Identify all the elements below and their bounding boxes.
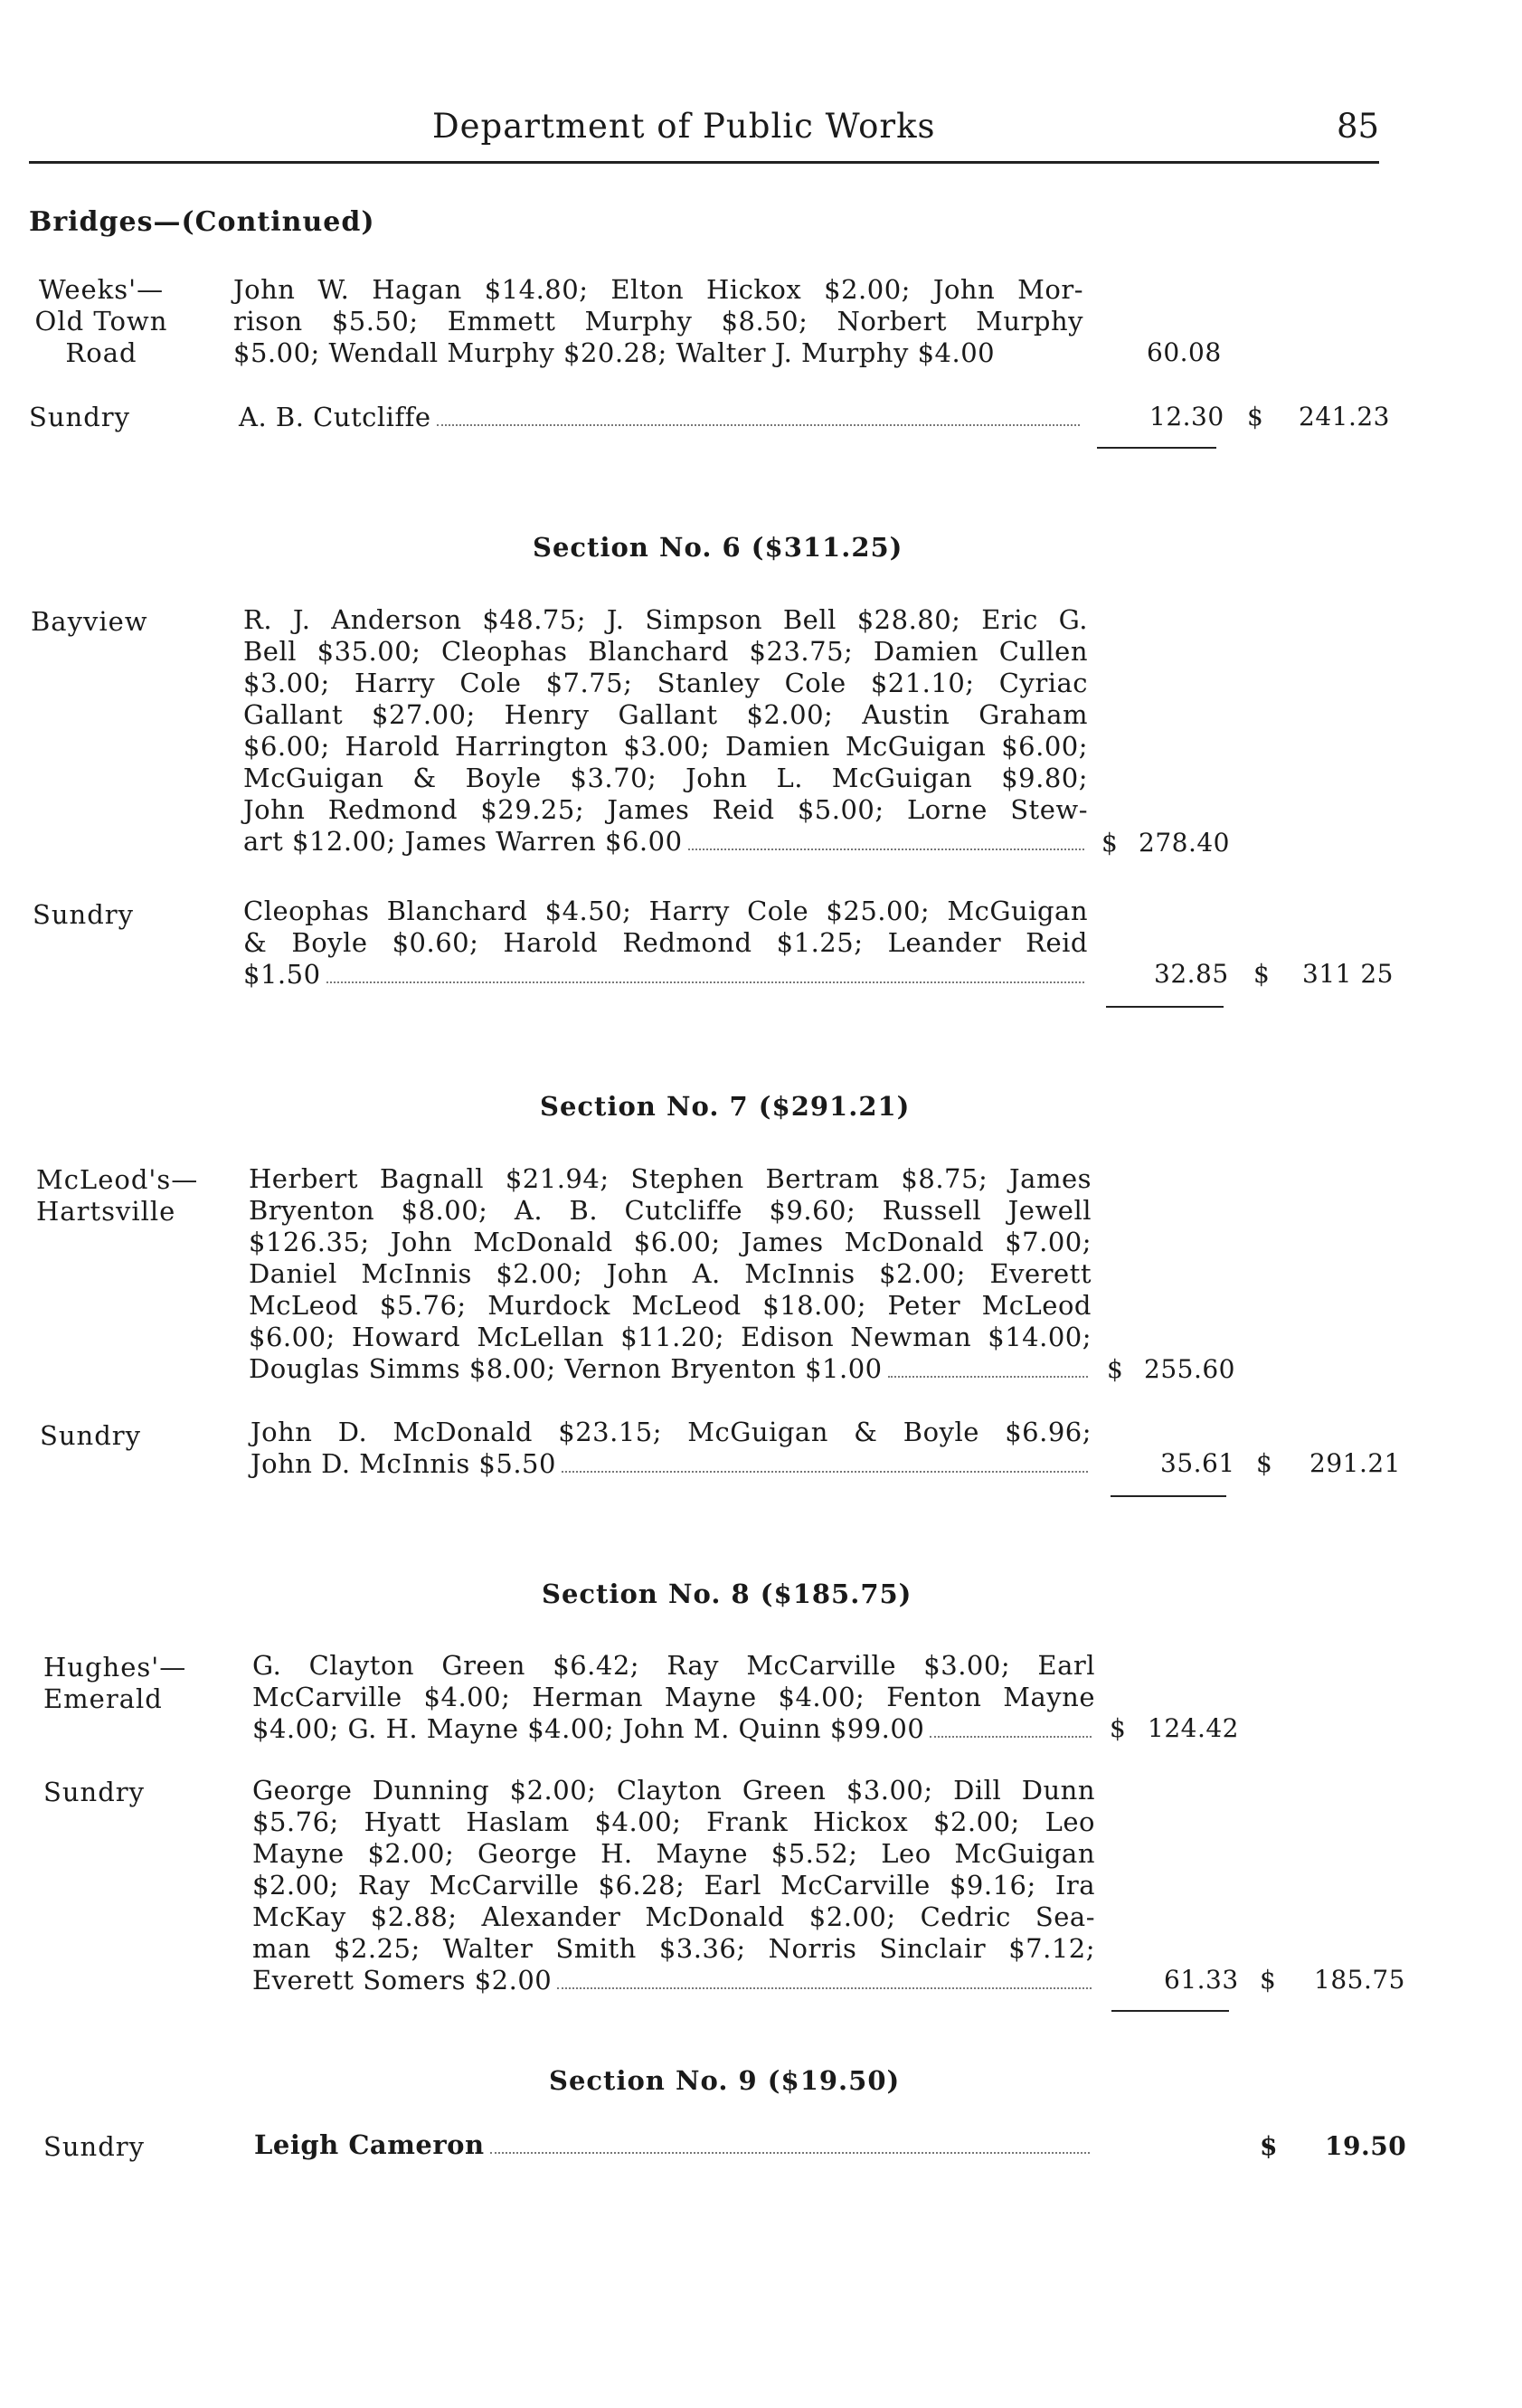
entry-line <box>249 1353 1092 1385</box>
entry-line: Cleophas Blanchard $4.50; Harry Cole $25.00; McGuigan <box>243 896 1088 926</box>
location-label <box>36 1164 198 1228</box>
dollar-sign: $ <box>1260 2131 1278 2161</box>
entry-line-text: $5.00; Wendall Murphy $20.28; Walter J. Murphy $4.00 <box>233 337 996 368</box>
entry-line: McGuigan & Boyle $3.70; John L. McGuigan $9.80; <box>243 763 1088 793</box>
entry-text <box>239 402 1083 433</box>
entry-line: $2.00; Ray McCarville $6.28; Earl McCarville $9.16; Ira <box>252 1870 1095 1901</box>
entry-line: R. J. Anderson $48.75; J. Simpson Bell $28.80; Eric G. <box>243 604 1088 635</box>
entry-text <box>233 274 1083 369</box>
location-label: Bayview <box>31 606 148 637</box>
entry-line: John Redmond $29.25; James Reid $5.00; Lorne Stew- <box>243 794 1088 825</box>
dollar-sign: $ <box>1107 1354 1123 1384</box>
location-line: McLeod's— <box>36 1164 199 1195</box>
dot-leader <box>888 1375 1088 1378</box>
entry-line: Gallant $27.00; Henry Gallant $2.00; Austin Graham <box>243 699 1088 730</box>
dot-leader <box>562 1470 1088 1473</box>
subtotal-amount: 32.85 <box>1154 959 1229 989</box>
location-label <box>29 274 174 369</box>
entry-line <box>252 1965 1095 1996</box>
location-line: Old Town <box>34 306 168 337</box>
location-label: Sundry <box>29 402 131 432</box>
subtotal-amount: 255.60 <box>1144 1354 1235 1384</box>
entry-text <box>252 1650 1095 1745</box>
location-label: Sundry <box>43 1777 146 1807</box>
dot-leader <box>688 848 1084 850</box>
entry-line: John D. McDonald $23.15; McGuigan & Boyle $6.96; <box>251 1417 1092 1447</box>
entry-line: man $2.25; Walter Smith $3.36; Norris Sinclair $7.12; <box>252 1933 1095 1964</box>
total-rule <box>1111 1495 1226 1497</box>
subtotal-amount: 12.30 <box>1149 402 1224 431</box>
entry-text <box>251 1417 1092 1480</box>
entry-line-text: art $12.00; James Warren $6.00 <box>243 826 683 857</box>
dollar-sign: $ <box>1110 1713 1126 1743</box>
section-heading: Section No. 7 ($291.21) <box>540 1091 911 1122</box>
dollar-sign: $ <box>1101 828 1118 858</box>
entry-line: McCarville $4.00; Herman Mayne $4.00; Fenton Mayne <box>252 1682 1095 1712</box>
entry-line: McLeod $5.76; Murdock McLeod $18.00; Peter McLeod <box>249 1290 1092 1321</box>
entry-line: rison $5.50; Emmett Murphy $8.50; Norbert Murphy <box>233 306 1083 337</box>
location-line: Road <box>65 337 137 368</box>
entry-text <box>243 896 1088 991</box>
entry-text <box>249 1163 1092 1385</box>
entry-line-text: $4.00; G. H. Mayne $4.00; John M. Quinn $99.00 <box>252 1713 925 1744</box>
dollar-sign: $ <box>1247 402 1263 431</box>
entry-line: Herbert Bagnall $21.94; Stephen Bertram $8.75; James <box>249 1163 1092 1194</box>
section-total: 311 25 <box>1302 959 1394 989</box>
header-rule <box>29 161 1379 164</box>
subtotal-amount: 35.61 <box>1160 1448 1235 1478</box>
entry-line: $6.00; Harold Harrington $3.00; Damien McGuigan $6.00; <box>243 731 1088 762</box>
entry-text <box>252 1775 1095 1996</box>
entry-line: McKay $2.88; Alexander McDonald $2.00; Cedric Sea- <box>252 1901 1095 1932</box>
entry-line-text: $1.50 <box>243 959 321 990</box>
section-total: 241.23 <box>1299 402 1390 431</box>
entry-line: $3.00; Harry Cole $7.75; Stanley Cole $21.10; Cyriac <box>243 668 1088 698</box>
subtotal-amount: 124.42 <box>1148 1713 1239 1743</box>
dollar-sign: $ <box>1260 1965 1276 1995</box>
section-total: 185.75 <box>1314 1965 1405 1995</box>
page-number: 85 <box>1337 107 1380 146</box>
entry-line <box>233 337 1083 369</box>
location-label: Sundry <box>43 2131 146 2162</box>
entry-line <box>243 826 1088 858</box>
entry-line: & Boyle $0.60; Harold Redmond $1.25; Leander Reid <box>243 927 1088 958</box>
dot-leader <box>437 423 1080 426</box>
entry-line <box>239 402 1083 433</box>
entry-line-text: A. B. Cutcliffe <box>239 402 431 432</box>
location-line: Weeks'— <box>38 274 165 305</box>
location-line: Hughes'— <box>43 1652 187 1683</box>
dollar-sign: $ <box>1253 959 1270 989</box>
entry-line: G. Clayton Green $6.42; Ray McCarville $3.00; Earl <box>252 1650 1095 1681</box>
dot-leader <box>557 1986 1092 1989</box>
entry-line <box>243 959 1088 991</box>
location-label <box>43 1652 186 1715</box>
entry-line: $126.35; John McDonald $6.00; James McDonald $7.00; <box>249 1227 1092 1257</box>
entry-line: Daniel McInnis $2.00; John A. McInnis $2.00; Everett <box>249 1258 1092 1289</box>
dot-leader <box>326 981 1084 983</box>
entry-line <box>252 1713 1095 1745</box>
location-line: Emerald <box>43 1683 163 1714</box>
entry-line: George Dunning $2.00; Clayton Green $3.00; Dill Dunn <box>252 1775 1095 1806</box>
entry-line: John W. Hagan $14.80; Elton Hickox $2.00; John Mor- <box>233 274 1083 305</box>
entry-line-text: John D. McInnis $5.50 <box>251 1448 556 1479</box>
dot-leader <box>930 1735 1092 1738</box>
entry-line: Bell $35.00; Cleophas Blanchard $23.75; Damien Cullen <box>243 636 1088 667</box>
total-rule <box>1111 2010 1229 2012</box>
dollar-sign: $ <box>1256 1448 1272 1478</box>
entry-line: Mayne $2.00; George H. Mayne $5.52; Leo McGuigan <box>252 1838 1095 1869</box>
entry-text <box>254 2129 1093 2161</box>
subtotal-amount: 60.08 <box>1147 337 1222 367</box>
section-heading: Section No. 8 ($185.75) <box>542 1578 912 1609</box>
page-header-title: Department of Public Works <box>432 107 936 146</box>
entry-line-text: Leigh Cameron <box>254 2129 485 2160</box>
location-line: Hartsville <box>36 1196 176 1227</box>
entry-line-text: Everett Somers $2.00 <box>252 1965 553 1996</box>
entry-line <box>251 1448 1092 1480</box>
section-heading: Section No. 9 ($19.50) <box>549 2065 901 2096</box>
location-label: Sundry <box>33 899 135 930</box>
total-rule <box>1097 447 1216 449</box>
continued-heading: Bridges—(Continued) <box>29 206 375 238</box>
entry-line: $6.00; Howard McLellan $11.20; Edison Newman $14.00; <box>249 1322 1092 1352</box>
entry-line: Bryenton $8.00; A. B. Cutcliffe $9.60; Russell Jewell <box>249 1195 1092 1226</box>
entry-line <box>254 2129 1093 2161</box>
location-label: Sundry <box>40 1420 142 1451</box>
subtotal-amount: 61.33 <box>1164 1965 1239 1995</box>
total-rule <box>1106 1006 1224 1008</box>
section-total: 19.50 <box>1325 2131 1407 2161</box>
entry-line: $5.76; Hyatt Haslam $4.00; Frank Hickox $2.00; Leo <box>252 1806 1095 1837</box>
section-total: 291.21 <box>1309 1448 1401 1478</box>
entry-text <box>243 604 1088 858</box>
dot-leader <box>490 2151 1090 2154</box>
subtotal-amount: 278.40 <box>1139 828 1230 858</box>
section-heading: Section No. 6 ($311.25) <box>533 532 903 563</box>
entry-line-text: Douglas Simms $8.00; Vernon Bryenton $1.00 <box>249 1353 883 1384</box>
